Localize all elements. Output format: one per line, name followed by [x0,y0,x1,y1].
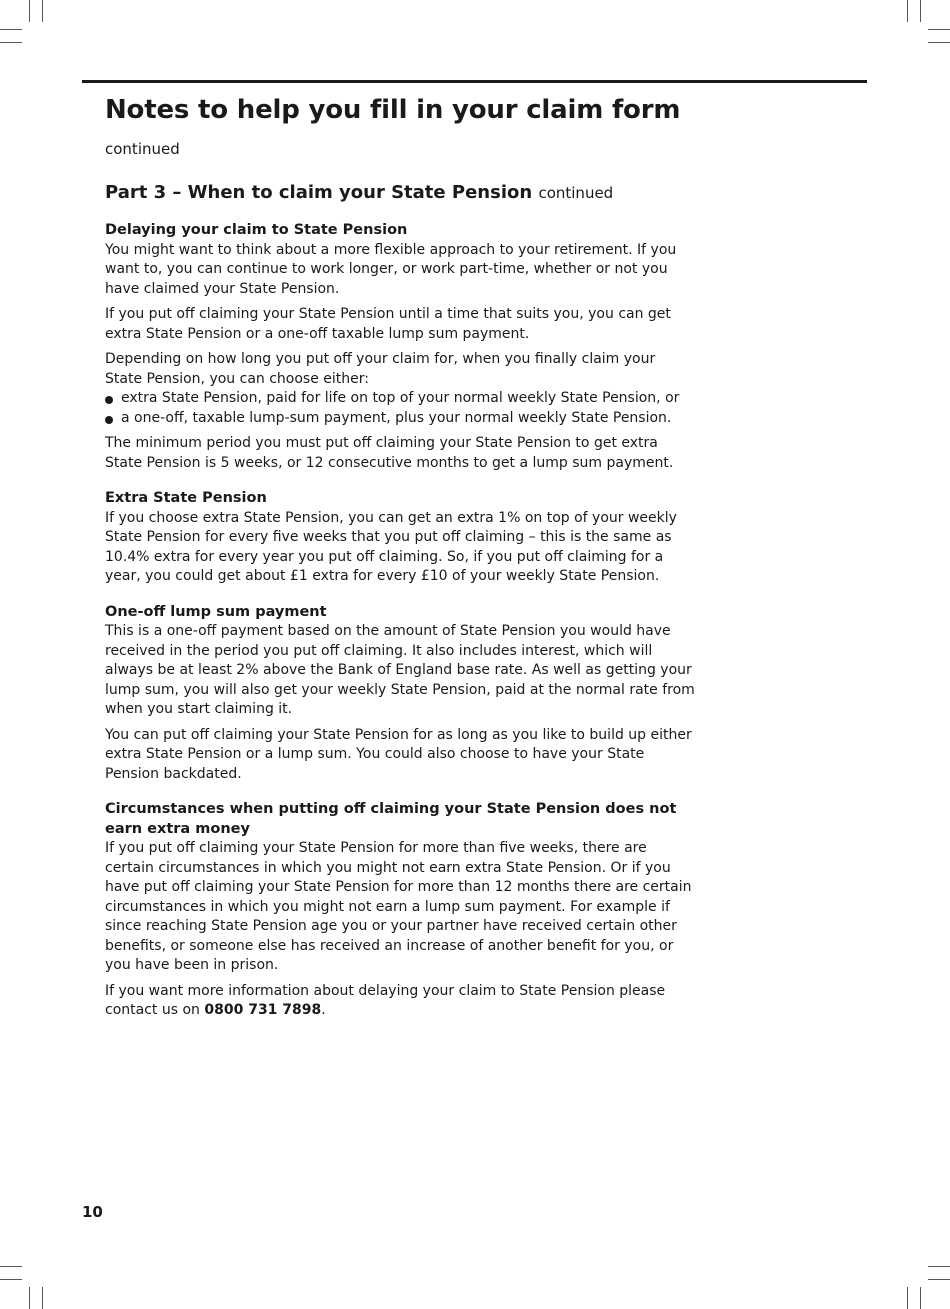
part-title [105,179,695,207]
paragraph: This is a one-off payment based on the amount of State Pension you would have received in the period you put off claiming. It also includes interest, which will always be at least 2% above the Bank of England base rate. As well as getting your lump sum, you will also get your weekly State Pension, paid at the normal rate from when you start claiming it. [105,623,695,717]
section-lump-sum [105,603,695,785]
crop-mark [928,29,950,30]
paragraph: Depending on how long you put off your claim for, when you finally claim your State Pension, you can choose either: [105,351,656,387]
crop-mark [42,0,43,22]
crop-mark [29,1287,30,1309]
page-number: 10 [82,1203,103,1221]
bullet-icon [105,396,113,404]
crop-mark [0,42,22,43]
paragraph: You can put off claiming your State Pension for as long as you like to build up either extra State Pension or a lump sum. You could also choose to have your State Pension backdated. [105,726,692,782]
list-item-text: a one-off, taxable lump-sum payment, plus your normal weekly State Pension. [121,409,672,426]
paragraph: The minimum period you must put off claiming your State Pension to get extra State Pension is 5 weeks, or 12 consecutive months to get a lump sum payment. [105,435,674,471]
crop-mark [0,1266,22,1267]
crop-mark [928,1279,950,1280]
contact-end: . [321,1002,326,1018]
crop-mark [0,29,22,30]
crop-mark [928,1266,950,1267]
section-circumstances [105,800,695,1021]
crop-mark [0,1279,22,1280]
header-rule [82,80,867,83]
title-continued: continued [105,140,180,158]
bullet-list [105,389,695,428]
section-delaying [105,221,695,473]
list-item [105,389,695,409]
part-continued: continued [538,184,614,202]
list-item-text: extra State Pension, paid for life on top of your normal weekly State Pension, or [121,390,680,406]
section-heading: Extra State Pension [105,490,267,506]
contact-paragraph [105,982,695,1021]
crop-mark [907,0,908,22]
paragraph: If you put off claiming your State Pension for more than five weeks, there are certain circumstances in which you might not earn extra State Pension. Or if you have put off claiming your State Pension for more than 12 months there are certain circumstances in which you might not earn a lump sum payment. For example if since reaching State Pension age you or your partner have received certain other benefits, or someone else has received an increase of another benefit for you, or you have been in prison. [105,840,692,973]
section-heading: Circumstances when putting off claiming your State Pension does not earn extra money [105,801,677,837]
crop-mark [928,42,950,43]
crop-mark [907,1287,908,1309]
page-title [105,92,695,167]
crop-mark [42,1287,43,1309]
part-title-text: Part 3 – When to claim your State Pension [105,182,533,203]
list-item [105,409,695,429]
crop-mark [920,1287,921,1309]
section-heading: Delaying your claim to State Pension [105,222,408,238]
paragraph: If you put off claiming your State Pension until a time that suits you, you can get extra State Pension or a one-off taxable lump sum payment. [105,306,671,342]
section-heading: One-off lump sum payment [105,603,327,620]
page-content [105,92,695,1027]
crop-mark [920,0,921,22]
crop-mark [29,0,30,22]
bullet-icon [105,416,113,424]
paragraph: You might want to think about a more flexible approach to your retirement. If you want to, you can continue to work longer, or work part-time, whether or not you have claimed your State Pension. [105,241,677,297]
phone-number: 0800 731 7898 [204,1002,322,1018]
contact-text: If you want more information about delaying your claim to State Pension please contact us on [105,982,666,1018]
page-title-text: Notes to help you fill in your claim form [105,95,681,125]
section-extra-state-pension [105,489,695,587]
paragraph: If you choose extra State Pension, you can get an extra 1% on top of your weekly State Pension for every five weeks that you put off claiming – this is the same as 10.4% extra for every year you put off claiming. So, if you put off claiming for a year, you could get about £1 extra for every £10 of your weekly State Pension. [105,509,677,584]
